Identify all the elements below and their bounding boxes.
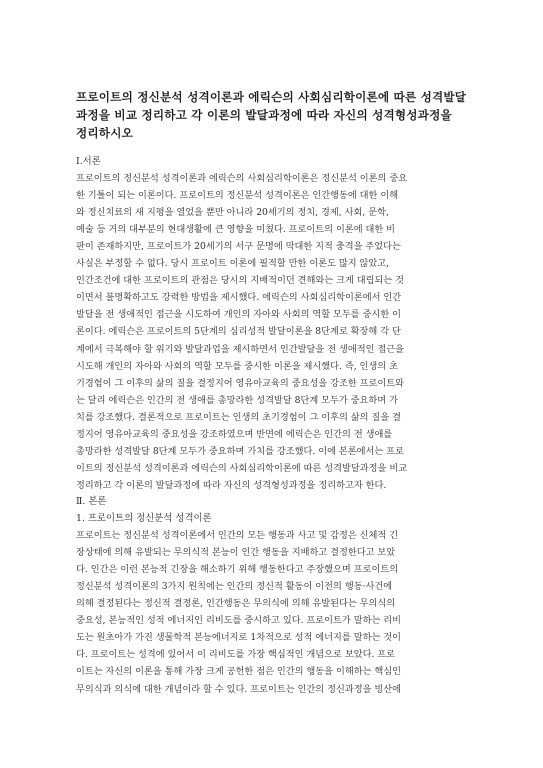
paragraph-line: 이트의 정신분석 성격이론과 에릭슨의 사회심리학이론에 따른 성격발달과정을 비교 (76, 462, 408, 474)
paragraph-line: 와 정신치료의 새 지평을 열었을 뿐만 아니라 20세기의 정치, 경제, 사회, 문학, (76, 207, 389, 219)
paragraph-line: 이면서 불명확하고도 강력한 방법을 제시했다. 에릭슨의 사회심리학이론에서 인간 (76, 292, 402, 304)
introduction-section (76, 153, 468, 494)
paragraph-line: 계에서 극복해야 할 위기와 발달과업을 제시하면서 인간발달을 전 생애적인 접근을 (76, 343, 405, 355)
paragraph-line: 도는 원초아가 가진 생물학적 본능에너지로 1차적으로 성적 에너지를 말하는 것이 (76, 632, 402, 644)
section-heading: Ⅱ. 본론 (76, 496, 107, 507)
subsection-heading: 1. 프로이트의 정신분석 성격이론 (76, 513, 212, 525)
paragraph-line: 발달을 전 생애적인 접근을 시도하여 개인의 자아와 사회의 역할 모두를 중시한 이 (76, 309, 402, 321)
paragraph-line: 이트는 자신의 이론을 통해 가장 크게 공헌한 점은 인간의 행동을 이해하는 핵심인 (76, 666, 402, 678)
paragraph-line: 정지어 영유아교육의 중요성을 강조하였으며 반면에 에릭슨은 인간의 전 생애를 (76, 428, 393, 440)
paragraph-line: 론이다. 에릭슨은 프로이트의 5단계의 심리성적 발달이론을 8단계로 확장해 각 단 (76, 326, 401, 338)
paragraph-line: 무의식과 의식에 대한 개념이라 할 수 있다. 프로이트는 인간의 정신과정을 빙산에 (76, 683, 402, 695)
paragraph-line: 사실은 부정할 수 없다. 당시 프로이트 이론에 필적할 만한 이론도 많지 않았고, (76, 258, 390, 270)
paragraph-line: 프로이트는 정신분석 성격이론에서 인간의 모든 행동과 사고 및 감정은 신체적 긴 (76, 530, 399, 542)
document-title (76, 88, 472, 142)
title-line: 프로이트의 정신분석 성격이론과 에릭슨의 사회심리학이론에 따른 성격발달 (76, 90, 467, 104)
paragraph-line: 정리하고 각 이론의 발달과정에 따라 자신의 성격형성과정을 정리하고자 한다. (76, 479, 387, 491)
paragraph-line: 정신분석 성격이론의 3가지 원칙에는 인간의 정신적 활동이 이전의 행동·사건에 (76, 581, 393, 593)
paragraph-line: 총망라한 성격발달 8단계 모두가 중요하며 가치를 강조했다. 이에 본론에서는 프로 (76, 445, 404, 457)
paragraph-line: 는 달리 에릭슨은 인간의 전 생애를 총망라한 성격발달 8단계 모두가 중요하며 가 (76, 394, 398, 406)
paragraph-line: 치를 강조했다. 결론적으로 프로이트는 인생의 초기경험이 그 이후의 삶의 질을 결 (76, 411, 402, 423)
paragraph-line: 장상태에 의해 유발되는 무의식적 본능이 인간 행동을 지배하고 결정한다고 보았 (76, 547, 396, 559)
paragraph-line: 프로이트의 정신분석 성격이론과 에릭슨의 사회심리학이론은 정신분석 이론의 중요 (76, 173, 408, 185)
paragraph-line: 시도해 개인의 자아와 사회의 역할 모두를 중시한 이론을 제시했다. 즉, 인생의 초 (76, 360, 398, 372)
paragraph-line: 한 기틀이 되는 이론이다. 프로이트의 정신분석 성격이론은 인간행동에 대한 이해 (76, 190, 399, 202)
title-line: 과정을 비교 정리하고 각 이론의 발달과정에 따라 자신의 성격형성과정을 (76, 108, 452, 122)
paragraph-line: 중요성, 본능적인 성적 에너지인 리비도를 중시하고 있다. 프로이트가 말하는 리비 (76, 615, 402, 627)
paragraph-line: 기경험이 그 이후의 삶의 질을 결정지어 영유아교육의 중요성을 강조한 프로이트와 (76, 377, 405, 389)
paragraph-line: 예술 등 거의 대부분의 현대생활에 큰 영향을 미쳤다. 프로이트의 이론에 대한 비 (76, 224, 396, 236)
paragraph-line: 다. 인간은 이런 본능적 긴장을 해소하기 위해 행동한다고 주장했으며 프로이트의 (76, 564, 399, 576)
paragraph-line: 다. 프로이트는 성격에 있어서 이 리비도를 가장 핵심적인 개념으로 보았다. 프로 (76, 649, 396, 661)
body-section (76, 493, 468, 698)
title-line: 정리하시오 (76, 126, 133, 140)
paragraph-line: 의해 결정된다는 정신적 결정론, 인간행동은 무의식에 의해 유발된다는 무의식의 (76, 598, 396, 610)
paragraph-line: 인간조건에 대한 프로이트의 관점은 당시의 지배적이던 견해와는 크게 대립되는 것 (76, 275, 405, 287)
section-heading: Ⅰ.서론 (76, 156, 101, 167)
paragraph-line: 판이 존재하지만, 프로이트가 20세기의 서구 문명에 막대한 지적 충격을 주었다는 (76, 241, 401, 253)
